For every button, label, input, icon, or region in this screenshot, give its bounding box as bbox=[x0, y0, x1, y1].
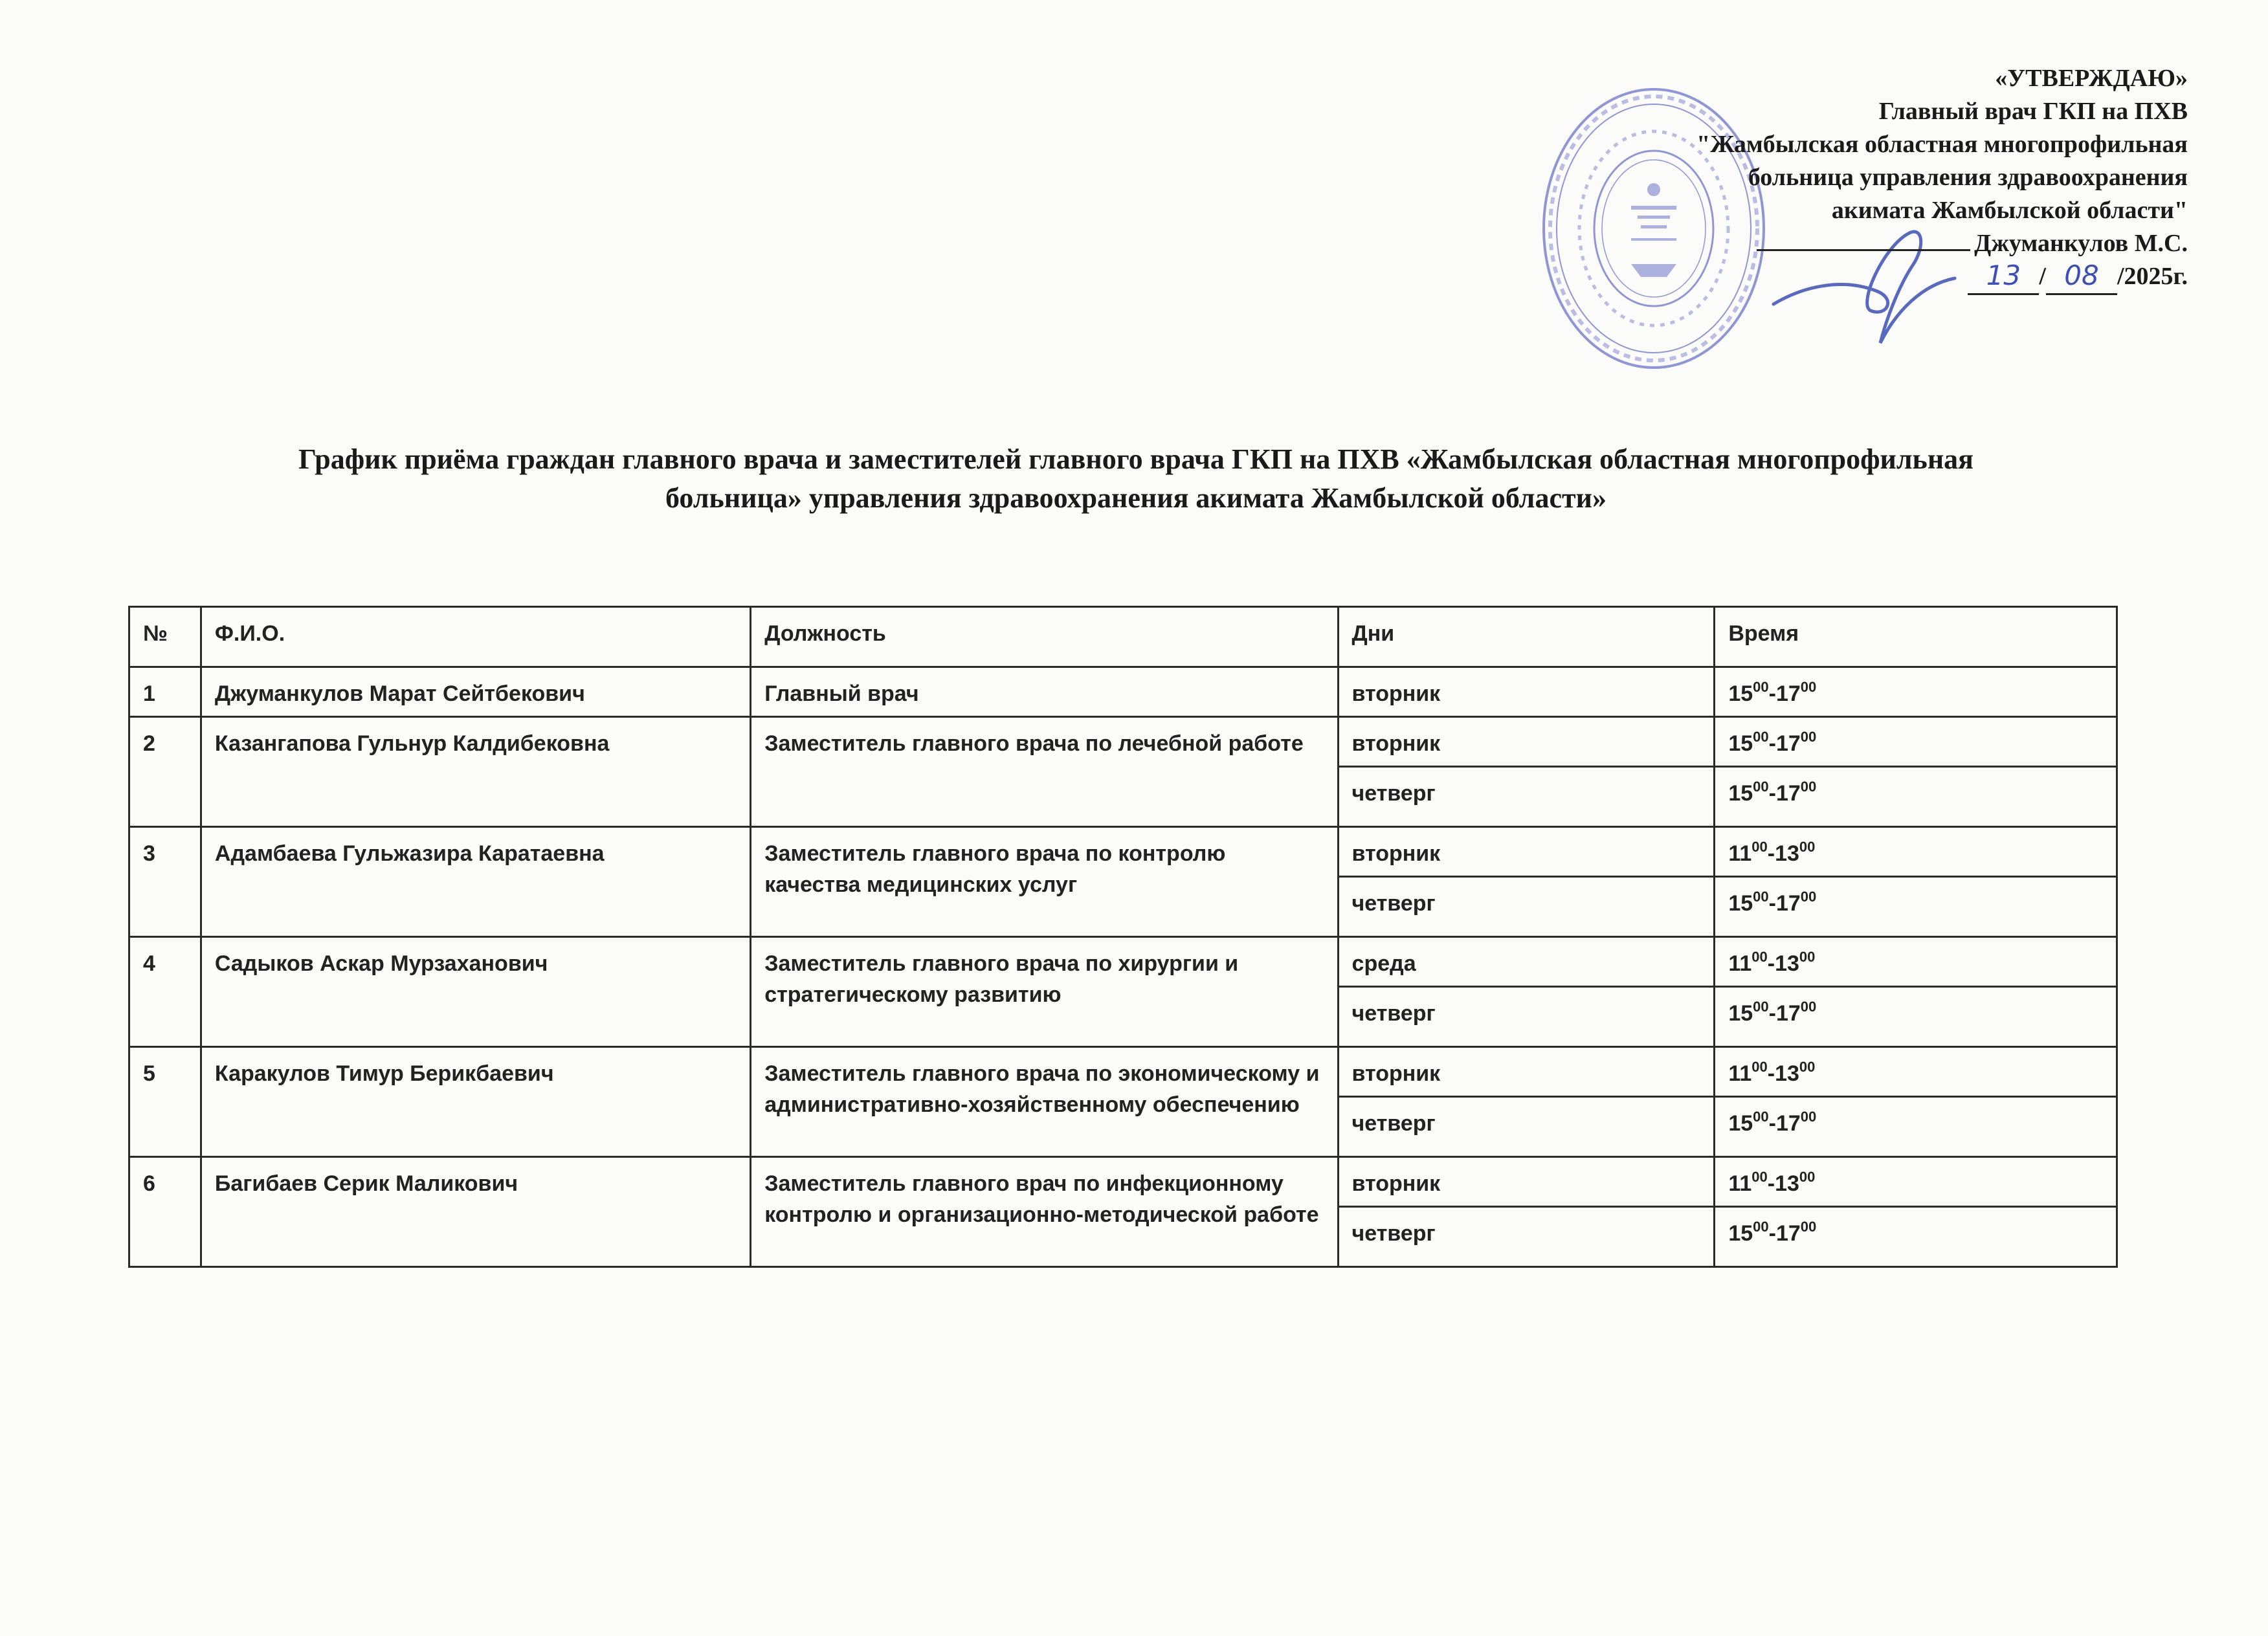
table-row bbox=[129, 1157, 2117, 1207]
time-end-minute: 00 bbox=[1800, 729, 1817, 745]
row-name: Джуманкулов Марат Сейтбекович bbox=[201, 667, 750, 717]
date-day: 13 bbox=[1986, 260, 2021, 291]
table-row bbox=[129, 827, 2117, 877]
time-start-minute: 00 bbox=[1753, 889, 1769, 905]
row-position: Заместитель главного врача по лечебной работе bbox=[751, 717, 1338, 827]
row-name: Казангапова Гульнур Калдибековна bbox=[201, 717, 750, 827]
row-num: 5 bbox=[129, 1047, 201, 1157]
document-title-line: График приёма граждан главного врача и заместителей главного врача ГКП на ПХВ «Жамбылская областная многопрофильная bbox=[298, 443, 1973, 475]
row-day: вторник bbox=[1338, 1047, 1715, 1097]
time-start-minute: 00 bbox=[1753, 1109, 1769, 1125]
time-start-minute: 00 bbox=[1751, 1059, 1768, 1075]
header-name: Ф.И.О. bbox=[201, 607, 750, 667]
row-num: 3 bbox=[129, 827, 201, 937]
approval-title-line: Главный врач ГКП на ПХВ bbox=[1878, 98, 2188, 125]
row-time: $15^{00}-17^{00}$ bbox=[1715, 987, 2117, 1047]
table-body bbox=[129, 667, 2117, 1267]
time-end-hour: 17 bbox=[1775, 781, 1801, 806]
row-time: $15^{00}-17^{00}$ bbox=[1715, 1207, 2117, 1267]
time-start-minute: 00 bbox=[1751, 949, 1768, 965]
time-end-hour: 13 bbox=[1775, 1061, 1799, 1086]
row-position: Заместитель главного врач по инфекционному контролю и организационно-методической работе bbox=[751, 1157, 1338, 1267]
reception-schedule-table bbox=[128, 606, 2118, 1268]
approval-heading: «УТВЕРЖДАЮ» bbox=[1995, 65, 2188, 92]
row-day: вторник bbox=[1338, 717, 1715, 767]
row-time: $11^{00}-13^{00}$ bbox=[1715, 1157, 2117, 1207]
time-end-hour: 17 bbox=[1775, 1001, 1801, 1026]
time-start-hour: 15 bbox=[1728, 731, 1753, 756]
row-num: 2 bbox=[129, 717, 201, 827]
time-start-hour: 11 bbox=[1728, 1061, 1752, 1086]
time-start-hour: 15 bbox=[1728, 1001, 1753, 1026]
time-end-minute: 00 bbox=[1799, 949, 1816, 965]
row-time: $15^{00}-17^{00}$ bbox=[1715, 667, 2117, 717]
time-end-minute: 00 bbox=[1800, 999, 1817, 1015]
time-end-minute: 00 bbox=[1800, 1109, 1817, 1125]
header-time: Время bbox=[1715, 607, 2117, 667]
signer-name: Джуманкулов М.С. bbox=[1974, 230, 2188, 257]
row-day: четверг bbox=[1338, 877, 1715, 937]
time-end-minute: 00 bbox=[1800, 779, 1817, 795]
table-row bbox=[129, 717, 2117, 767]
time-end-hour: 13 bbox=[1775, 1171, 1799, 1196]
date-month: 08 bbox=[2064, 260, 2099, 291]
row-time: $15^{00}-17^{00}$ bbox=[1715, 1097, 2117, 1157]
row-name: Адамбаева Гульжазира Каратаевна bbox=[201, 827, 750, 937]
row-time: $11^{00}-13^{00}$ bbox=[1715, 1047, 2117, 1097]
approval-org-line: больница управления здравоохранения bbox=[1748, 164, 2188, 191]
row-time: $11^{00}-13^{00}$ bbox=[1715, 827, 2117, 877]
row-day: вторник bbox=[1338, 1157, 1715, 1207]
time-start-hour: 11 bbox=[1728, 1171, 1752, 1196]
document-title-line: больница» управления здравоохранения акимата Жамбылской области» bbox=[665, 482, 1606, 514]
table-row bbox=[129, 937, 2117, 987]
row-day: среда bbox=[1338, 937, 1715, 987]
time-start-minute: 00 bbox=[1751, 1169, 1768, 1185]
time-start-minute: 00 bbox=[1753, 729, 1769, 745]
table-header-row bbox=[129, 607, 2117, 667]
signature-blank bbox=[1757, 230, 1970, 251]
row-position: Главный врач bbox=[751, 667, 1338, 717]
row-name: Садыков Аскар Мурзаханович bbox=[201, 937, 750, 1047]
row-position: Заместитель главного врача по хирургии и стратегическому развитию bbox=[751, 937, 1338, 1047]
time-end-minute: 00 bbox=[1800, 889, 1817, 905]
time-end-minute: 00 bbox=[1799, 1059, 1816, 1075]
row-time: $11^{00}-13^{00}$ bbox=[1715, 937, 2117, 987]
row-num: 4 bbox=[129, 937, 201, 1047]
time-start-hour: 15 bbox=[1728, 1221, 1753, 1246]
time-start-hour: 11 bbox=[1728, 841, 1752, 866]
time-start-minute: 00 bbox=[1751, 839, 1768, 855]
time-end-hour: 17 bbox=[1775, 1221, 1801, 1246]
time-start-hour: 11 bbox=[1728, 951, 1752, 976]
date-day-blank bbox=[1968, 260, 2039, 295]
time-start-minute: 00 bbox=[1753, 999, 1769, 1015]
approval-date-line: 13 / 08 /2025г. bbox=[1437, 260, 2188, 295]
row-position: Заместитель главного врача по экономическому и административно-хозяйственному обеспечению bbox=[751, 1047, 1338, 1157]
time-start-minute: 00 bbox=[1753, 1219, 1769, 1235]
time-start-hour: 15 bbox=[1728, 891, 1753, 916]
approval-org-line: акимата Жамбылской области" bbox=[1831, 197, 2188, 224]
time-end-minute: 00 bbox=[1800, 1219, 1817, 1235]
row-day: четверг bbox=[1338, 767, 1715, 827]
approval-org-line: "Жамбылская областная многопрофильная bbox=[1696, 131, 2188, 158]
time-end-hour: 17 bbox=[1775, 891, 1801, 916]
row-time: $15^{00}-17^{00}$ bbox=[1715, 717, 2117, 767]
time-end-minute: 00 bbox=[1799, 1169, 1816, 1185]
row-time: $15^{00}-17^{00}$ bbox=[1715, 767, 2117, 827]
date-month-blank bbox=[2046, 260, 2117, 295]
row-name: Каракулов Тимур Берикбаевич bbox=[201, 1047, 750, 1157]
header-days: Дни bbox=[1338, 607, 1715, 667]
row-num: 1 bbox=[129, 667, 201, 717]
row-day: четверг bbox=[1338, 987, 1715, 1047]
row-day: четверг bbox=[1338, 1097, 1715, 1157]
date-year: /2025г. bbox=[2117, 263, 2188, 290]
header-num: № bbox=[129, 607, 201, 667]
row-name: Багибаев Серик Маликович bbox=[201, 1157, 750, 1267]
row-day: вторник bbox=[1338, 667, 1715, 717]
time-end-hour: 17 bbox=[1775, 1111, 1801, 1136]
time-end-hour: 13 bbox=[1775, 951, 1799, 976]
header-position: Должность bbox=[751, 607, 1338, 667]
approval-signer-line bbox=[1437, 227, 2188, 260]
time-end-hour: 17 bbox=[1775, 731, 1801, 756]
table-row bbox=[129, 1047, 2117, 1097]
row-num: 6 bbox=[129, 1157, 201, 1267]
time-end-hour: 17 bbox=[1775, 681, 1801, 706]
row-time: $15^{00}-17^{00}$ bbox=[1715, 877, 2117, 937]
time-start-minute: 00 bbox=[1753, 679, 1769, 695]
time-start-hour: 15 bbox=[1728, 1111, 1753, 1136]
time-start-minute: 00 bbox=[1753, 779, 1769, 795]
row-day: вторник bbox=[1338, 827, 1715, 877]
time-end-hour: 13 bbox=[1775, 841, 1799, 866]
row-day: четверг bbox=[1338, 1207, 1715, 1267]
time-end-minute: 00 bbox=[1800, 679, 1817, 695]
table-row bbox=[129, 667, 2117, 717]
row-position: Заместитель главного врача по контролю качества медицинских услуг bbox=[751, 827, 1338, 937]
time-start-hour: 15 bbox=[1728, 681, 1753, 706]
time-start-hour: 15 bbox=[1728, 781, 1753, 806]
approval-block bbox=[1437, 62, 2188, 295]
document-title bbox=[129, 440, 2142, 518]
time-end-minute: 00 bbox=[1799, 839, 1816, 855]
